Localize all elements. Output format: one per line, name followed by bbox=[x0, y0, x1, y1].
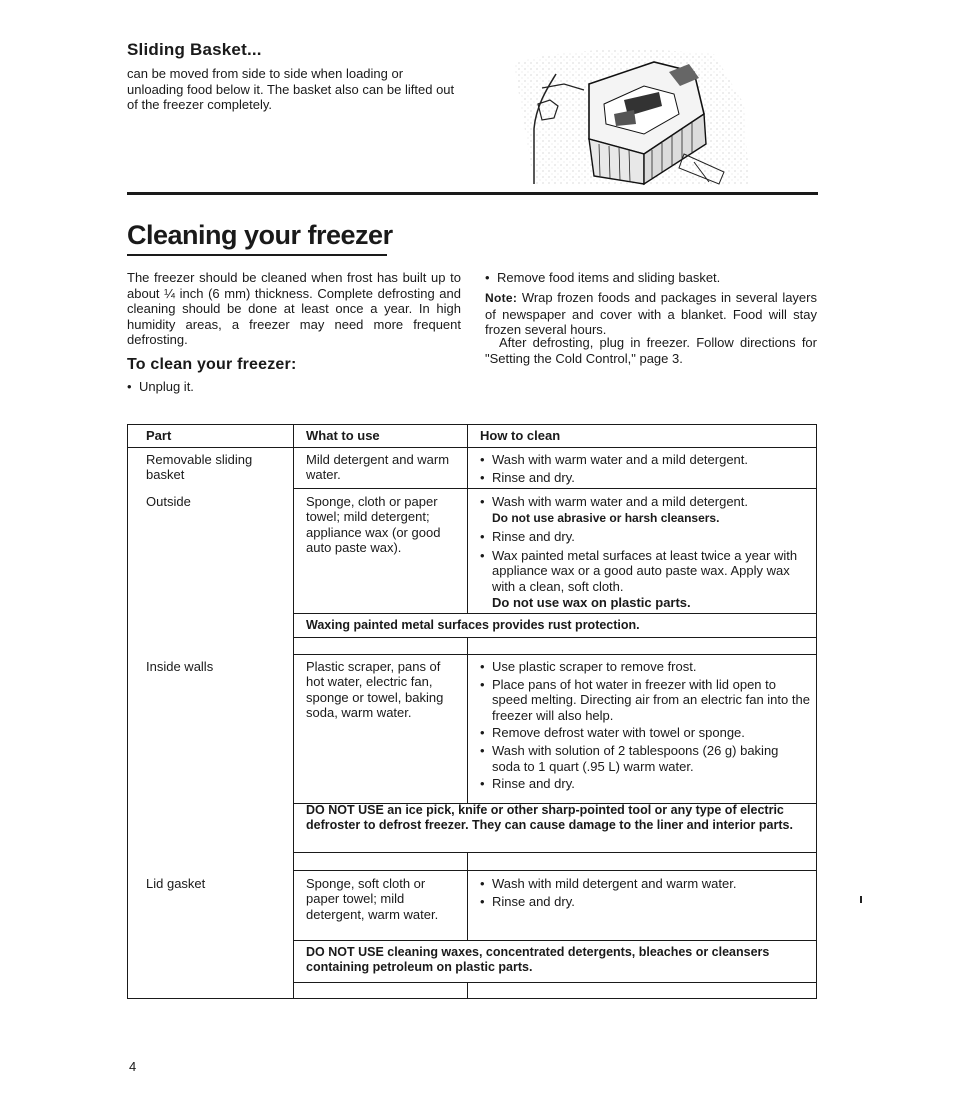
cleaning-heading: Cleaning your freezer bbox=[127, 220, 393, 250]
row2-how-1 bbox=[480, 494, 810, 526]
note-text: Wrap frozen foods and packages in several layers of newspaper and cover with a blanket. Food will stay frozen several hours. bbox=[485, 290, 817, 338]
sliding-basket-heading: Sliding Basket... bbox=[127, 40, 262, 59]
row2-how-3-warning: Do not use wax on plastic parts. bbox=[492, 594, 691, 610]
row2-how-2: • Rinse and dry. bbox=[480, 529, 810, 545]
row3-how-3: • Remove defrost water with towel or sponge. bbox=[480, 725, 810, 741]
page-number: 4 bbox=[129, 1059, 137, 1074]
row2-what: Sponge, cloth or paper towel; mild detergent; appliance wax (or good auto paste wax). bbox=[306, 494, 441, 556]
step-unplug: • Unplug it. bbox=[127, 379, 457, 395]
row4-how bbox=[480, 876, 810, 909]
margin-mark bbox=[860, 896, 862, 903]
note-label: Note: bbox=[485, 291, 518, 305]
row1-part: Removable sliding basket bbox=[146, 452, 253, 483]
sliding-basket-text: can be moved from side to side when loading or unloading food below it. The basket also can be lifted out of the freezer completely. bbox=[127, 66, 455, 113]
row2-how-3-text: Wax painted metal surfaces at least twice a year with appliance wax or a good auto paste wax. Apply wax with a clean, soft cloth. bbox=[492, 547, 798, 594]
row4-what: Sponge, soft cloth or paper towel; mild detergent, warm water. bbox=[306, 876, 439, 922]
row2-how-1-text: Wash with warm water and a mild detergent. bbox=[492, 494, 749, 509]
row1-how-2: • Rinse and dry. bbox=[480, 470, 810, 486]
sliding-basket-illustration bbox=[494, 44, 756, 188]
row1-how bbox=[480, 452, 810, 485]
row3-how-2: • Place pans of hot water in freezer with lid open to speed melting. Directing air from an electric fan into the freezer will also help. bbox=[480, 677, 810, 724]
header-part: Part bbox=[146, 428, 172, 443]
row2-how-3 bbox=[480, 548, 810, 610]
note-paragraph bbox=[485, 290, 817, 338]
row3-how-1: • Use plastic scraper to remove frost. bbox=[480, 659, 810, 675]
cleaning-table bbox=[127, 424, 817, 999]
step-list-right bbox=[485, 270, 817, 286]
row4-how-1: • Wash with mild detergent and warm water. bbox=[480, 876, 810, 892]
row3-how-5: • Rinse and dry. bbox=[480, 776, 810, 792]
step-remove: • Remove food items and sliding basket. bbox=[485, 270, 817, 286]
row4-how-2: • Rinse and dry. bbox=[480, 894, 810, 910]
row1-what: Mild detergent and warm water. bbox=[306, 452, 450, 483]
header-what: What to use bbox=[306, 428, 380, 443]
row3-part: Inside walls bbox=[146, 659, 214, 674]
row2-note: Waxing painted metal surfaces provides rust protection. bbox=[306, 618, 640, 632]
row3-note: DO NOT USE an ice pick, knife or other sharp-pointed tool or any type of electric defroster to defrost freezer. They can cause damage to the liner and interior parts. bbox=[306, 803, 793, 833]
step-list-left bbox=[127, 379, 457, 395]
row4-note: DO NOT USE cleaning waxes, concentrated detergents, bleaches or cleansers containing petroleum on plastic parts. bbox=[306, 945, 770, 975]
row4-part: Lid gasket bbox=[146, 876, 206, 891]
to-clean-subheading: To clean your freezer: bbox=[127, 356, 297, 373]
row3-how-4: • Wash with solution of 2 tablespoons (26 g) baking soda to 1 quart (.95 L) warm water. bbox=[480, 743, 810, 774]
row3-what: Plastic scraper, pans of hot water, electric fan, sponge or towel, baking soda, warm water. bbox=[306, 659, 444, 721]
section-divider bbox=[127, 192, 818, 195]
heading-underline bbox=[127, 254, 387, 256]
row2-how bbox=[480, 494, 810, 610]
row2-how-1-warning: Do not use abrasive or harsh cleansers. bbox=[492, 510, 720, 525]
row3-how bbox=[480, 659, 810, 792]
cleaning-intro: The freezer should be cleaned when frost has built up to about ¼ inch (6 mm) thickness. Complete defrosting and cleaning should be done at least once a year. In high humidity areas, a freezer may need more frequent defrosting. bbox=[127, 270, 461, 348]
row2-part: Outside bbox=[146, 494, 191, 509]
after-defrost-text: After defrosting, plug in freezer. Follow directions for "Setting the Cold Control," page 3. bbox=[485, 335, 817, 366]
row1-how-1: • Wash with warm water and a mild detergent. bbox=[480, 452, 810, 468]
header-how: How to clean bbox=[480, 428, 561, 443]
